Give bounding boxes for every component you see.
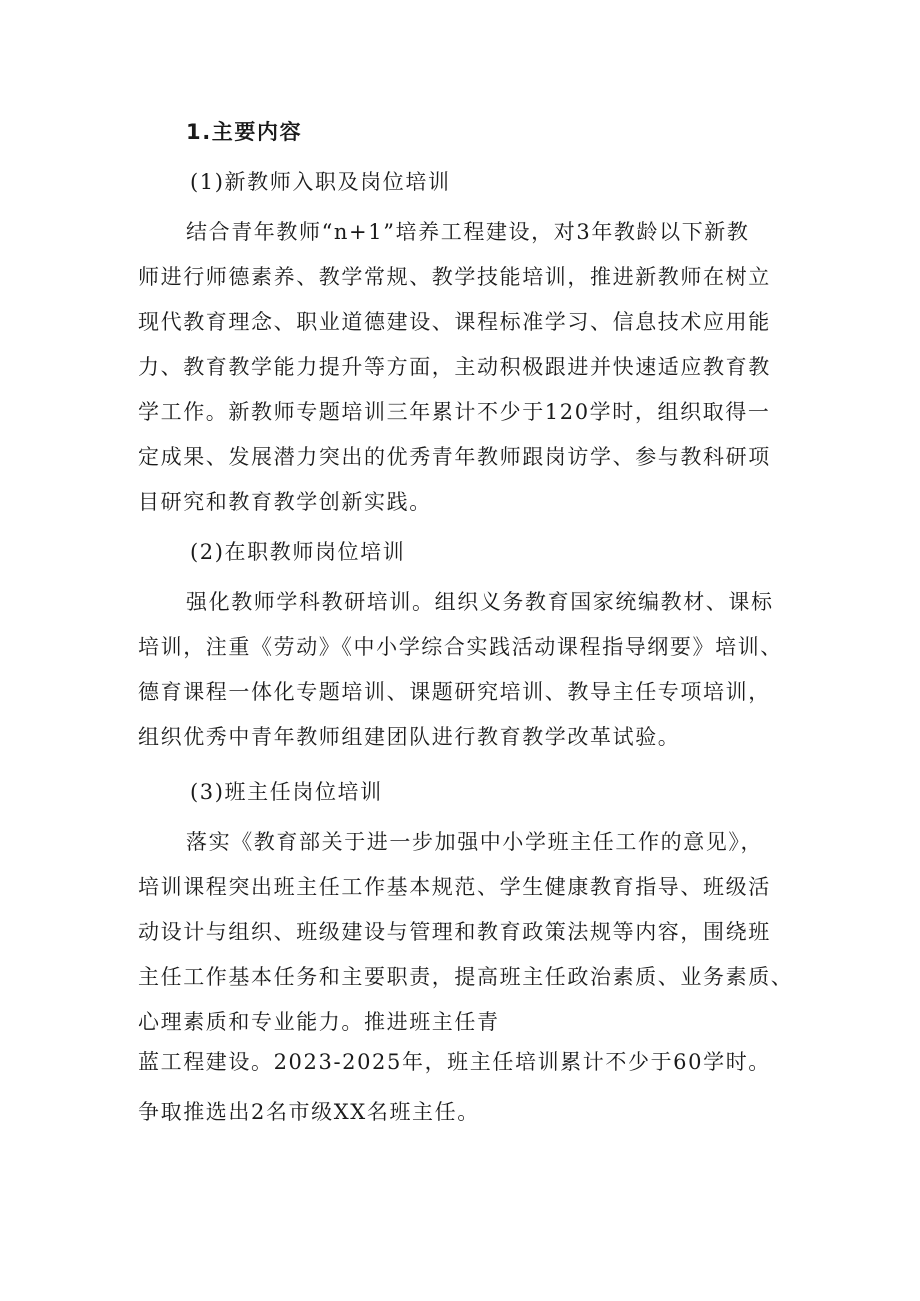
subsection-title-2: (2)在职教师岗位培训 xyxy=(190,540,406,564)
paragraph-2-line-4: 组织优秀中青年教师组建团队进行教育教学改革试验。 xyxy=(138,725,681,749)
paragraph-1-line-3: 现代教育理念、职业道德建设、课程标准学习、信息技术应用能 xyxy=(138,310,771,334)
paragraph-1-line-1: 结合青年教师“n+1”培养工程建设，对3年教龄以下新教 xyxy=(186,220,750,244)
subsection-title-3: (3)班主任岗位培训 xyxy=(190,780,383,804)
paragraph-1-line-6: 定成果、发展潜力突出的优秀青年教师跟岗访学、参与教科研项 xyxy=(138,445,771,469)
paragraph-1-line-7: 目研究和教育教学创新实践。 xyxy=(138,490,432,514)
paragraph-3-line-5: 心理素质和专业能力。推进班主任青 xyxy=(138,1010,500,1034)
paragraph-3-line-1: 落实《教育部关于进一步加强中小学班主任工作的意见》， xyxy=(186,830,764,854)
paragraph-2-line-2: 培训，注重《劳动》《中小学综合实践活动课程指导纲要》培训、 xyxy=(138,635,783,659)
paragraph-3-line-6: 蓝工程建设。2023-2025年，班主任培训累计不少于60学时。 xyxy=(138,1050,771,1074)
paragraph-2-line-1: 强化教师学科教研培训。组织义务教育国家统编教材、课标 xyxy=(186,590,774,614)
paragraph-3-line-4: 主任工作基本任务和主要职责，提高班主任政治素质、业务素质、 xyxy=(138,965,794,989)
paragraph-2-line-3: 德育课程一体化专题培训、课题研究培训、教导主任专项培训， xyxy=(138,680,771,704)
subsection-title-1: (1)新教师入职及岗位培训 xyxy=(190,170,451,194)
paragraph-3-line-7: 争取推选出2名市级XX名班主任。 xyxy=(138,1100,480,1124)
paragraph-1-line-4: 力、教育教学能力提升等方面，主动积极跟进并快速适应教育教 xyxy=(138,355,771,379)
paragraph-3-line-3: 动设计与组织、班级建设与管理和教育政策法规等内容，围绕班 xyxy=(138,920,771,944)
section-heading: 1.主要内容 xyxy=(186,120,303,144)
paragraph-1-line-2: 师进行师德素养、教学常规、教学技能培训，推进新教师在树立 xyxy=(138,265,771,289)
paragraph-1-line-5: 学工作。新教师专题培训三年累计不少于120学时，组织取得一 xyxy=(138,400,771,424)
paragraph-3-line-2: 培训课程突出班主任工作基本规范、学生健康教育指导、班级活 xyxy=(138,875,771,899)
